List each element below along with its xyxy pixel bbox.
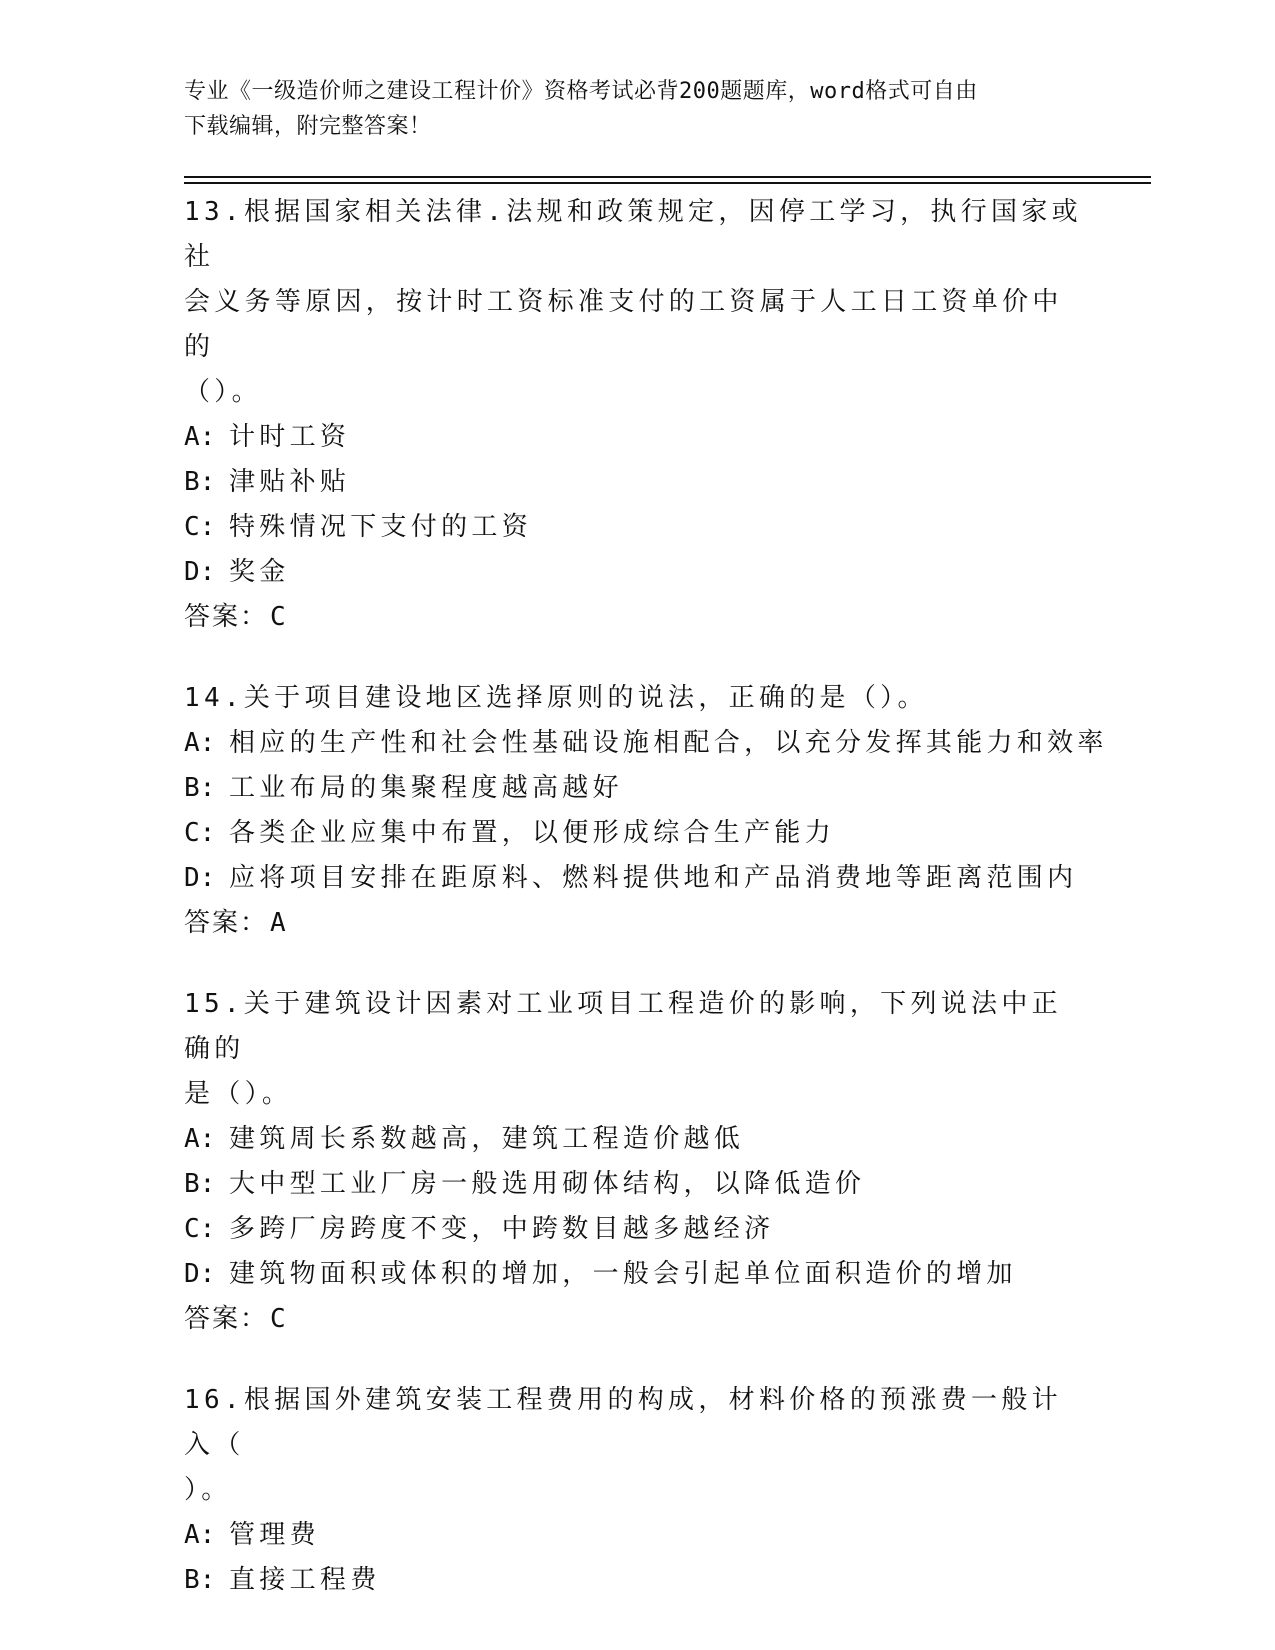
option-letter: C:	[184, 1214, 216, 1244]
question-stem-line: 13.根据国家相关法律.法规和政策规定，因停工学习，执行国家或社	[184, 197, 1082, 272]
answer-label: 答案：	[184, 1304, 269, 1334]
answer-option	[184, 415, 1084, 460]
option-letter: B:	[184, 467, 216, 497]
option-letter: D:	[184, 1259, 216, 1289]
header-line-1: 专业《一级造价师之建设工程计价》资格考试必背200题题库，word格式可自由	[184, 79, 978, 104]
question-stem-line: 15.关于建筑设计因素对工业项目工程造价的影响，下列说法中正确的	[184, 989, 1062, 1064]
option-text: 各类企业应集中布置，以便形成综合生产能力	[229, 818, 836, 848]
header-divider-top	[184, 176, 1151, 178]
header-divider-bottom	[184, 182, 1151, 184]
option-letter: C:	[184, 512, 216, 542]
answer-option	[184, 505, 1084, 550]
question-stem-line: 是（）。	[184, 1079, 293, 1109]
option-text: 建筑周长系数越高，建筑工程造价越低	[229, 1124, 745, 1154]
question-stem-line: 16.根据国外建筑安装工程费用的构成，材料价格的预涨费一般计入（	[184, 1385, 1062, 1460]
option-letter: A:	[184, 422, 216, 452]
answer-option	[184, 1252, 1084, 1297]
option-letter: B:	[184, 773, 216, 803]
option-text: 工业布局的集聚程度越高越好	[229, 773, 623, 803]
option-text: 多跨厂房跨度不变，中跨数目越多越经济	[229, 1214, 775, 1244]
option-text: 管理费	[229, 1520, 320, 1550]
answer-line	[184, 901, 1084, 946]
question-stem-line: （）。	[184, 377, 262, 407]
option-letter: B:	[184, 1565, 216, 1595]
document-header	[184, 74, 1064, 144]
question-block	[184, 676, 1108, 946]
option-letter: A:	[184, 1520, 216, 1550]
option-text: 直接工程费	[229, 1565, 381, 1595]
answer-label: 答案：	[184, 908, 269, 938]
answer-value: C	[270, 1304, 288, 1334]
answer-value: C	[270, 602, 288, 632]
option-letter: D:	[184, 557, 216, 587]
question-block	[184, 982, 1084, 1342]
answer-line	[184, 595, 1084, 640]
option-text: 奖金	[229, 557, 290, 587]
option-text: 相应的生产性和社会性基础设施相配合，以充分发挥其能力和效率	[229, 728, 1108, 758]
answer-value: A	[270, 908, 288, 938]
question-block	[184, 1378, 1084, 1603]
option-text: 建筑物面积或体积的增加，一般会引起单位面积造价的增加	[229, 1259, 1017, 1289]
answer-option	[184, 1162, 1084, 1207]
answer-option	[184, 856, 1084, 901]
answer-option	[184, 1207, 1084, 1252]
option-letter: A:	[184, 728, 216, 758]
answer-option	[184, 460, 1084, 505]
option-text: 大中型工业厂房一般选用砌体结构，以降低造价	[229, 1169, 866, 1199]
answer-option	[184, 1558, 1084, 1603]
question-list	[184, 190, 1108, 1639]
answer-line	[184, 1297, 1084, 1342]
header-line-2: 下载编辑，附完整答案！	[184, 114, 432, 139]
question-block	[184, 190, 1084, 640]
option-text: 应将项目安排在距原料、燃料提供地和产品消费地等距离范围内	[229, 863, 1078, 893]
option-text: 计时工资	[229, 422, 351, 452]
option-letter: A:	[184, 1124, 216, 1154]
option-text: 津贴补贴	[229, 467, 351, 497]
question-stem-line: 14.关于项目建设地区选择原则的说法，正确的是（）。	[184, 683, 928, 713]
option-letter: D:	[184, 863, 216, 893]
answer-option	[184, 721, 1108, 766]
answer-option	[184, 811, 1084, 856]
option-letter: C:	[184, 818, 216, 848]
question-stem-line: ）。	[184, 1475, 232, 1505]
answer-option	[184, 1117, 1084, 1162]
question-stem-line: 会义务等原因，按计时工资标准支付的工资属于人工日工资单价中的	[184, 287, 1063, 362]
answer-option	[184, 1513, 1084, 1558]
answer-label: 答案：	[184, 602, 269, 632]
option-letter: B:	[184, 1169, 216, 1199]
answer-option	[184, 550, 1084, 595]
answer-option	[184, 766, 1084, 811]
option-text: 特殊情况下支付的工资	[229, 512, 533, 542]
